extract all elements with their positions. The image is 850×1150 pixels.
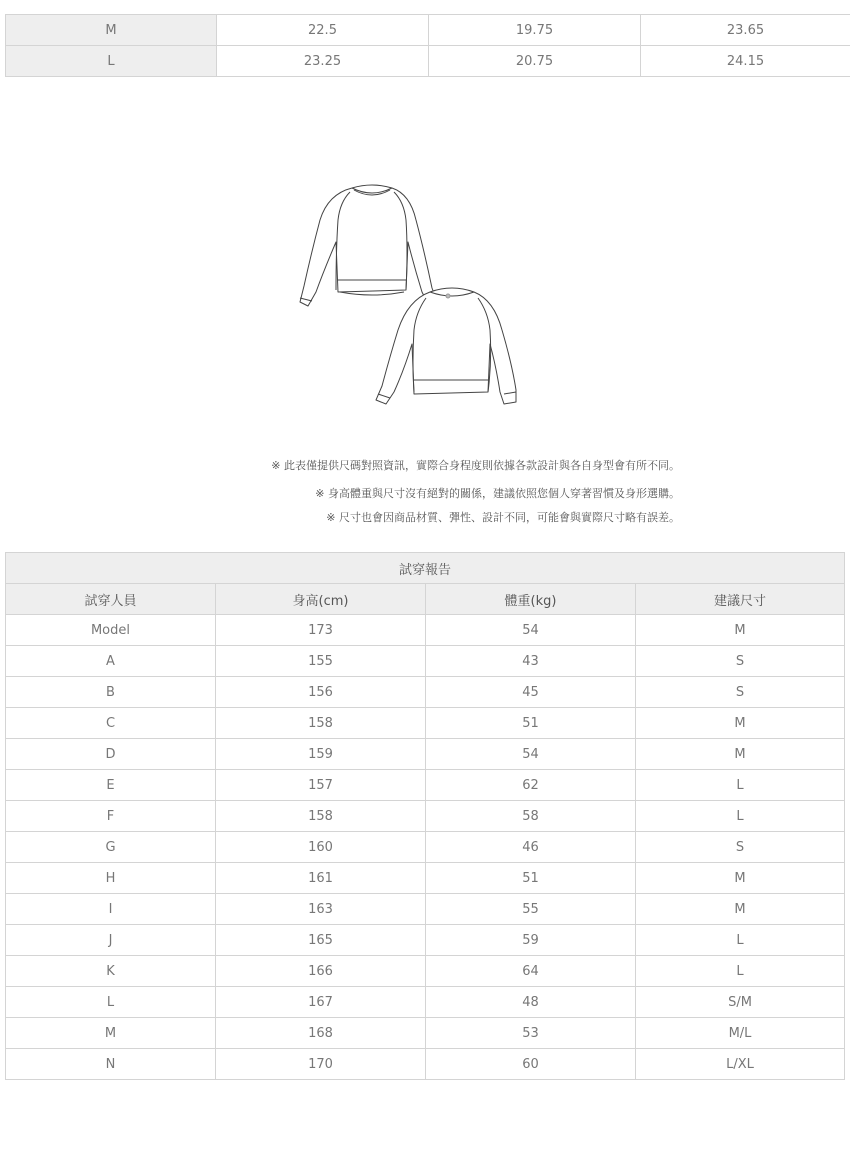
row-label-cell: K xyxy=(6,956,216,987)
row-label-cell: A xyxy=(6,646,216,677)
table-cell: S xyxy=(636,646,845,677)
table-cell: 158 xyxy=(216,708,426,739)
sweatshirt-front-icon xyxy=(300,185,440,308)
row-label-cell: L xyxy=(6,987,216,1018)
table-cell: 58 xyxy=(426,801,636,832)
table-cell: 161 xyxy=(216,863,426,894)
table-row xyxy=(6,615,845,646)
table-cell: S/M xyxy=(636,987,845,1018)
table-cell: 165 xyxy=(216,925,426,956)
table-row xyxy=(6,1018,845,1049)
table-cell: 55 xyxy=(426,894,636,925)
table-cell: 48 xyxy=(426,987,636,1018)
table-row xyxy=(6,956,845,987)
table-cell: L xyxy=(636,956,845,987)
fit-report-table xyxy=(5,552,845,1080)
table-cell: 54 xyxy=(426,615,636,646)
table-cell: 163 xyxy=(216,894,426,925)
table-row xyxy=(6,832,845,863)
table-row xyxy=(6,15,850,46)
table-row xyxy=(6,925,845,956)
table-row xyxy=(6,739,845,770)
table-cell: 24.15 xyxy=(641,46,850,77)
table-cell: 51 xyxy=(426,863,636,894)
fit-report-body xyxy=(6,615,845,1080)
table-cell: 60 xyxy=(426,1049,636,1080)
table-row xyxy=(6,770,845,801)
table-cell: M xyxy=(636,615,845,646)
table-cell: 51 xyxy=(426,708,636,739)
column-header: 試穿人員 xyxy=(6,584,216,615)
table-row xyxy=(6,863,845,894)
table-cell: 160 xyxy=(216,832,426,863)
table-cell: 59 xyxy=(426,925,636,956)
table-cell: 53 xyxy=(426,1018,636,1049)
table-cell: S xyxy=(636,677,845,708)
row-label-cell: J xyxy=(6,925,216,956)
table-cell: M/L xyxy=(636,1018,845,1049)
table-cell: L/XL xyxy=(636,1049,845,1080)
row-label-cell: D xyxy=(6,739,216,770)
table-cell: L xyxy=(636,925,845,956)
note-line: ※ 身高體重與尺寸沒有絕對的關係，建議依照您個人穿著習慣及身形選購。 xyxy=(315,487,680,500)
row-label-cell: Model xyxy=(6,615,216,646)
table-cell: L xyxy=(636,801,845,832)
row-label-cell: L xyxy=(6,46,217,77)
table-row xyxy=(6,801,845,832)
table-cell: 46 xyxy=(426,832,636,863)
table-row xyxy=(6,708,845,739)
sweatshirt-back-icon xyxy=(376,288,516,404)
table-cell: 159 xyxy=(216,739,426,770)
note-line: ※ 尺寸也會因商品材質、彈性、設計不同，可能會與實際尺寸略有誤差。 xyxy=(326,511,680,524)
table-cell: 170 xyxy=(216,1049,426,1080)
table-row xyxy=(6,677,845,708)
table-cell: L xyxy=(636,770,845,801)
table-cell: 173 xyxy=(216,615,426,646)
column-header: 身高(cm) xyxy=(216,584,426,615)
note-line: ※ 此表僅提供尺碼對照資訊，實際合身程度則依據各款設計與各自身型會有所不同。 xyxy=(271,459,680,472)
fit-report-header-row xyxy=(6,584,845,615)
table-row xyxy=(6,1049,845,1080)
table-cell: 45 xyxy=(426,677,636,708)
table-cell: 54 xyxy=(426,739,636,770)
table-row xyxy=(6,987,845,1018)
row-label-cell: N xyxy=(6,1049,216,1080)
row-label-cell: M xyxy=(6,1018,216,1049)
table-row xyxy=(6,46,850,77)
fit-report-title: 試穿報告 xyxy=(6,553,845,584)
size-chart-table xyxy=(5,14,850,77)
row-label-cell: I xyxy=(6,894,216,925)
sweatshirt-illustration-icon xyxy=(290,180,530,412)
table-row xyxy=(6,646,845,677)
table-cell: M xyxy=(636,894,845,925)
table-cell: 64 xyxy=(426,956,636,987)
table-cell: 23.25 xyxy=(217,46,429,77)
table-cell: S xyxy=(636,832,845,863)
table-cell: 19.75 xyxy=(429,15,641,46)
table-cell: M xyxy=(636,863,845,894)
table-cell: 158 xyxy=(216,801,426,832)
table-cell: 62 xyxy=(426,770,636,801)
table-cell: M xyxy=(636,708,845,739)
table-cell: 20.75 xyxy=(429,46,641,77)
row-label-cell: C xyxy=(6,708,216,739)
row-label-cell: M xyxy=(6,15,217,46)
column-header: 體重(kg) xyxy=(426,584,636,615)
row-label-cell: F xyxy=(6,801,216,832)
table-cell: M xyxy=(636,739,845,770)
table-cell: 166 xyxy=(216,956,426,987)
table-cell: 22.5 xyxy=(217,15,429,46)
row-label-cell: E xyxy=(6,770,216,801)
table-row xyxy=(6,894,845,925)
row-label-cell: B xyxy=(6,677,216,708)
row-label-cell: H xyxy=(6,863,216,894)
table-cell: 156 xyxy=(216,677,426,708)
row-label-cell: G xyxy=(6,832,216,863)
table-cell: 155 xyxy=(216,646,426,677)
table-cell: 157 xyxy=(216,770,426,801)
table-cell: 168 xyxy=(216,1018,426,1049)
table-cell: 167 xyxy=(216,987,426,1018)
fit-report-title-row xyxy=(6,553,845,584)
table-cell: 43 xyxy=(426,646,636,677)
column-header: 建議尺寸 xyxy=(636,584,845,615)
table-cell: 23.65 xyxy=(641,15,850,46)
size-chart-body xyxy=(6,15,850,77)
